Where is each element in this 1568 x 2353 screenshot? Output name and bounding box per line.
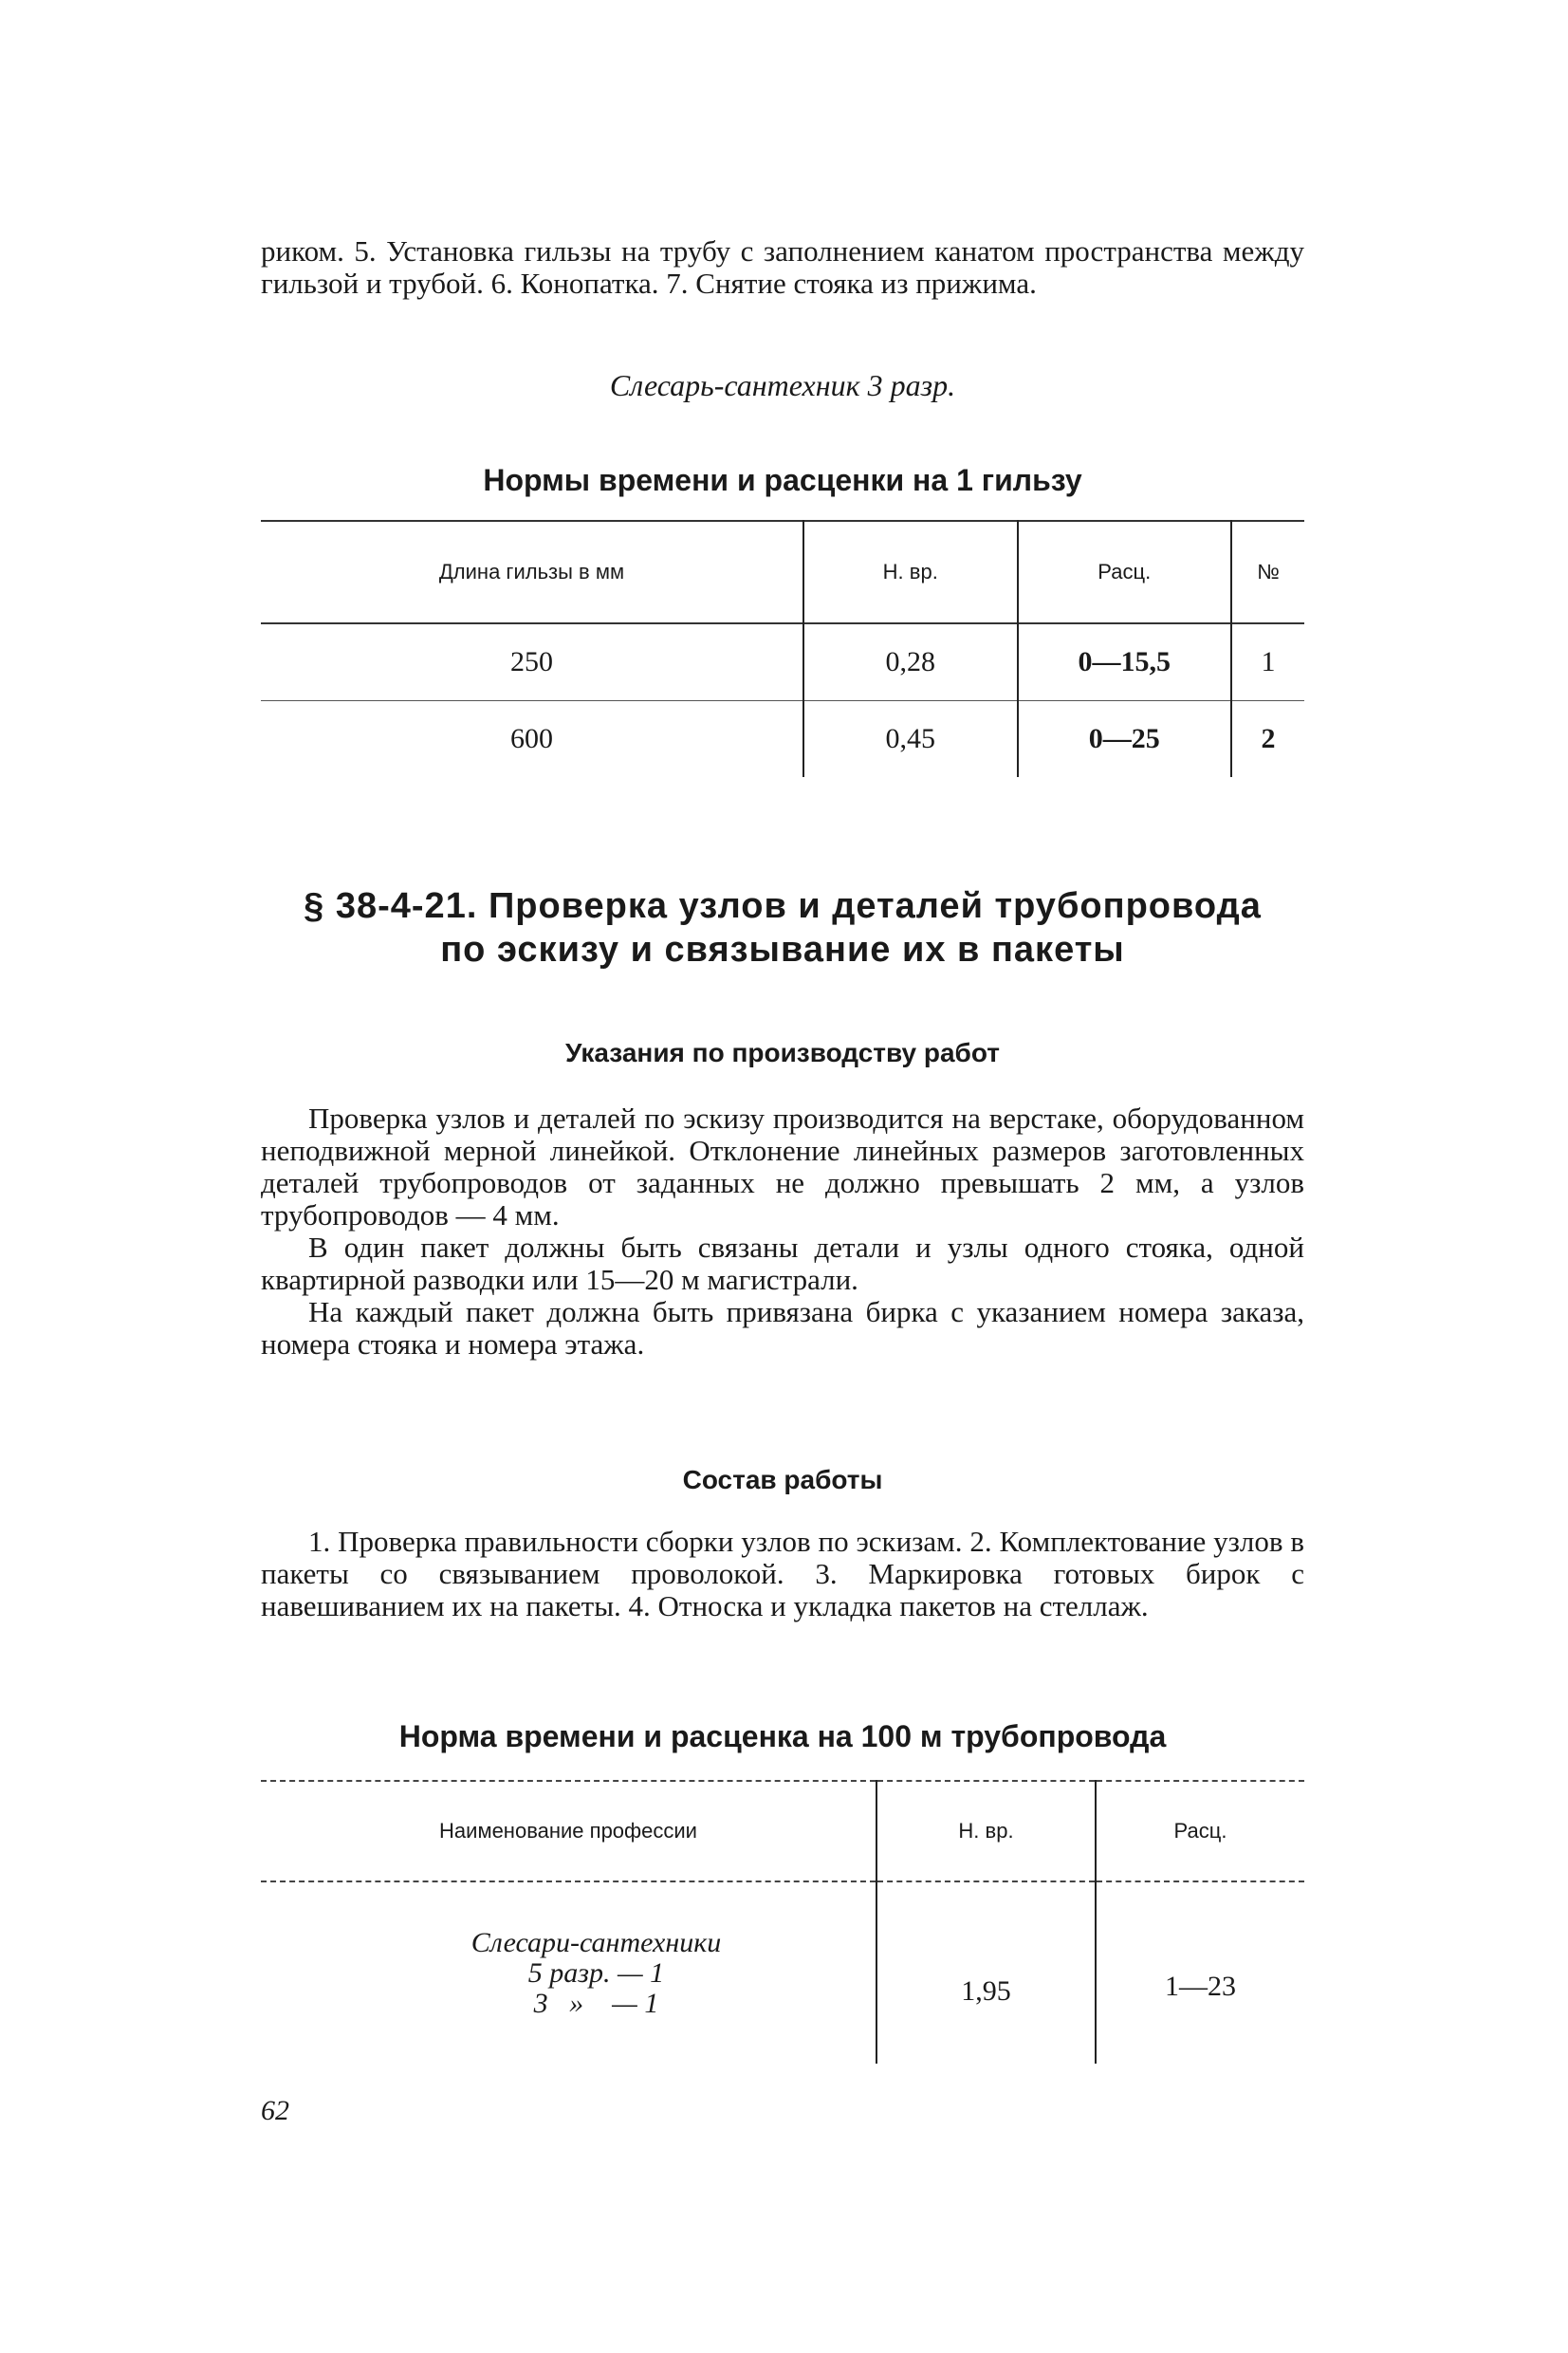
table2-title: Норма времени и расценка на 100 м трубопровода [398,1719,1167,1753]
work-paragraph: 1. Проверка правильности сборки узлов по эскизам. 2. Комплектование узлов в пакеты со связыванием проволокой. 3. Маркировка готовых бирок с навешиванием их на пакеты. 4. Относка и укладка пакетов на стеллаж. [261,1525,1304,1622]
table1-header-row [261,521,1304,623]
section-heading [261,884,1304,972]
table2-header-row [261,1781,1304,1881]
table-row [261,1881,1304,2064]
table2-header-rate: Расц. [1096,1781,1304,1881]
table1-title: Нормы времени и расценки на 1 гильзу [483,463,1082,497]
profession-line: Слесари-сантехники [470,1926,722,1958]
work-heading: Состав работы [682,1465,883,1494]
table1-cell: 0,28 [803,623,1018,701]
table1-header-number: № [1231,521,1304,623]
table1-cell: 1 [1231,623,1304,701]
section-heading-line1: § 38-4-21. Проверка узлов и деталей трубопровода [304,886,1262,926]
table2-header-time: Н. вр. [876,1781,1096,1881]
table-row [261,701,1304,778]
table1-cell: 0,45 [803,701,1018,778]
profession-line: 5 разр. — 1 [527,1956,665,1989]
table2 [261,1780,1304,2064]
table-row [261,623,1304,701]
table1 [261,520,1304,777]
table1-header-length: Длина гильзы в мм [438,560,625,584]
table1-cell: 600 [510,723,553,754]
table1-cell: 250 [510,646,553,677]
section-heading-line2: по эскизу и связывание их в пакеты [440,930,1125,970]
instructions-paragraph-3: На каждый пакет должна быть привязана бирка с указанием номера заказа, номера стояка и номера этажа. [261,1295,1304,1361]
table1-header-rate: Расц. [1018,521,1232,623]
worker-label: Слесарь-сантехник 3 разр. [609,368,956,402]
instructions-paragraph-1: Проверка узлов и деталей по эскизу производится на верстаке, оборудованном неподвижной мерной линейкой. Отклонение линейных размеров заготовленных деталей трубопроводов от заданных не должно превышать 2 мм, а узлов трубопроводов — 4 мм. [261,1102,1304,1232]
top-paragraph-block [261,235,1304,300]
instructions-heading: Указания по производству работ [565,1038,1000,1067]
table1-cell: 0—15,5 [1018,623,1232,701]
table1-header-time: Н. вр. [803,521,1018,623]
table2-profession-cell [261,1881,876,2064]
instructions-body [261,1102,1304,1361]
table1-cell: 2 [1231,701,1304,778]
table1-cell: 0—25 [1018,701,1232,778]
profession-line: 3 » — 1 [533,1987,659,2019]
table2-time-cell: 1,95 [876,1881,1096,2064]
instructions-paragraph-2: В один пакет должны быть связаны детали и узлы одного стояка, одной квартирной разводки или 15—20 м магистрали. [261,1231,1304,1296]
table2-rate-cell: 1—23 [1096,1881,1304,2064]
work-body [261,1526,1304,1622]
top-paragraph: риком. 5. Установка гильзы на трубу с заполнением канатом пространства между гильзой и трубой. 6. Конопатка. 7. Снятие стояка из прижима. [261,234,1304,300]
table2-header-profession: Наименование профессии [439,1819,697,1843]
page-number: 62 [261,2095,289,2126]
